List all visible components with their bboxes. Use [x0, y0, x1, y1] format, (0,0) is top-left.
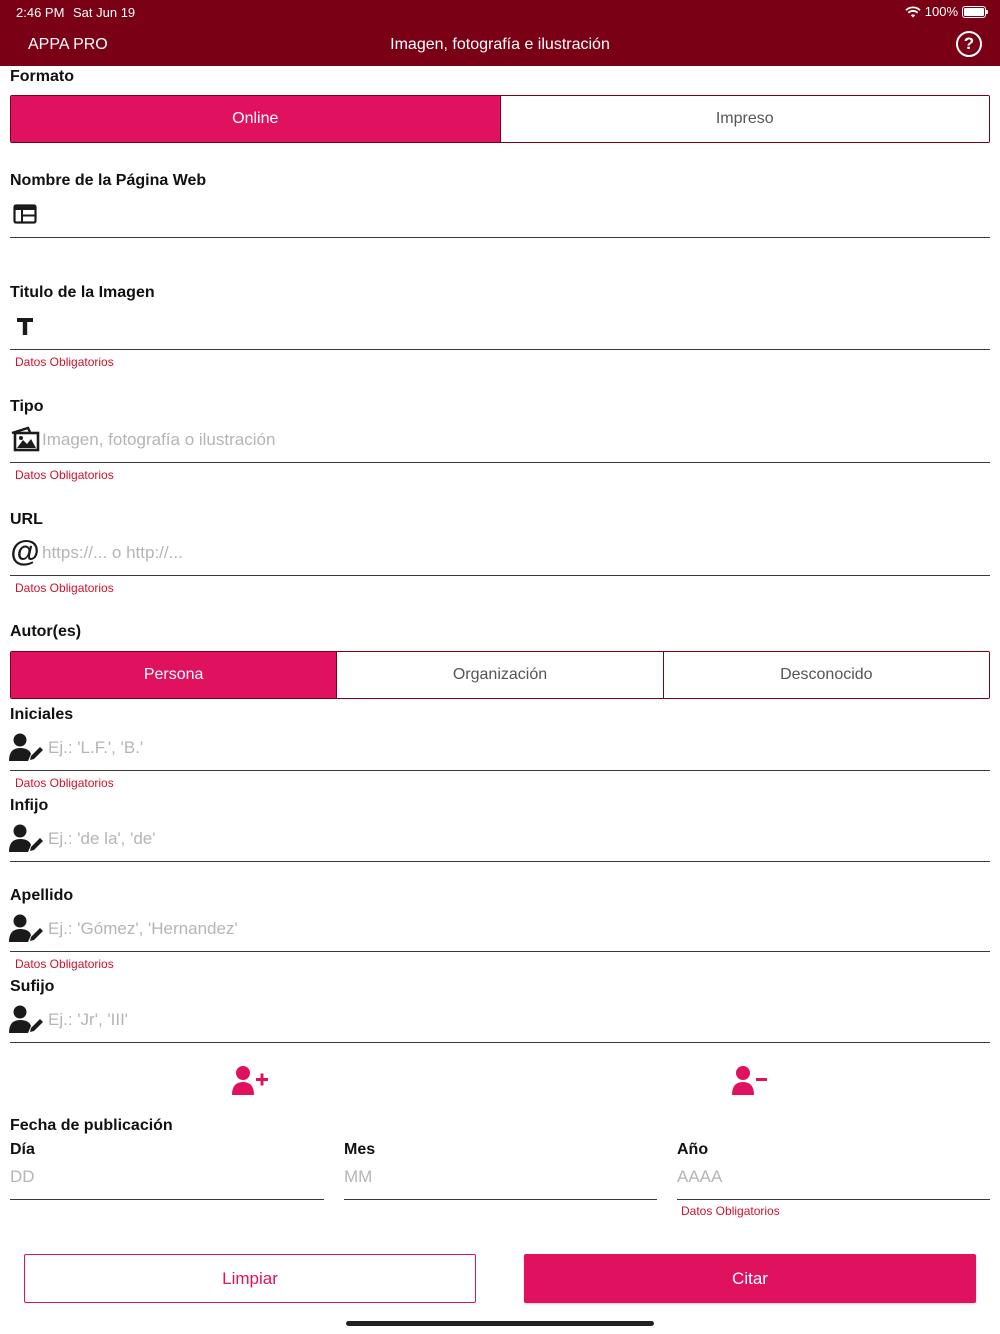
web-name-label: Nombre de la Página Web — [10, 172, 207, 189]
iniciales-label: Iniciales — [10, 706, 74, 723]
sufijo-label: Sufijo — [10, 978, 55, 995]
tipo-input[interactable] — [42, 430, 990, 450]
page-title: Imagen, fotografía e ilustración — [390, 36, 610, 53]
url-input[interactable] — [42, 543, 990, 563]
at-icon: @ — [10, 535, 40, 568]
status-time: 2:46 PM — [16, 5, 65, 20]
user-edit-icon — [8, 732, 46, 762]
remove-author-button[interactable] — [730, 1064, 770, 1098]
anio-label: Año — [677, 1141, 709, 1158]
formato-label: Formato — [10, 68, 74, 85]
status-bar — [0, 0, 1000, 24]
user-edit-icon — [8, 823, 46, 853]
infijo-label: Infijo — [10, 797, 49, 814]
image-title-required: Datos Obligatorios — [15, 355, 114, 369]
sufijo-input[interactable] — [48, 1010, 990, 1030]
status-right — [905, 4, 986, 19]
mes-field — [344, 1160, 657, 1200]
home-indicator[interactable] — [346, 1321, 654, 1326]
app-name: APPA PRO — [28, 36, 108, 53]
segment-persona[interactable]: Persona — [11, 652, 336, 698]
sufijo-field — [10, 999, 990, 1043]
url-label: URL — [10, 511, 43, 528]
image-title-input[interactable] — [42, 317, 990, 337]
apellido-required: Datos Obligatorios — [15, 957, 114, 971]
user-minus-icon — [730, 1064, 770, 1096]
url-field — [10, 533, 990, 576]
url-required: Datos Obligatorios — [15, 581, 114, 595]
mes-label: Mes — [344, 1141, 376, 1158]
tipo-field — [10, 420, 990, 463]
dia-input[interactable] — [10, 1167, 324, 1187]
tipo-required: Datos Obligatorios — [15, 468, 114, 482]
status-date: Sat Jun 19 — [73, 5, 136, 20]
segment-desconocido[interactable]: Desconocido — [663, 652, 989, 698]
iniciales-field — [10, 727, 990, 771]
iniciales-required: Datos Obligatorios — [15, 776, 114, 790]
anio-input[interactable] — [677, 1167, 990, 1187]
formato-segmented-control — [10, 95, 990, 143]
fecha-label: Fecha de publicación — [10, 1117, 173, 1134]
nav-bar — [0, 24, 1000, 66]
segment-impreso[interactable]: Impreso — [500, 96, 990, 142]
help-icon[interactable]: ? — [956, 31, 982, 57]
user-edit-icon — [8, 1004, 46, 1034]
mes-input[interactable] — [344, 1167, 657, 1187]
autores-segmented-control — [10, 651, 990, 699]
segment-organizacion[interactable]: Organización — [336, 652, 662, 698]
web-name-field — [10, 195, 990, 238]
web-name-input[interactable] — [42, 205, 990, 225]
apellido-label: Apellido — [10, 887, 74, 904]
image-icon — [10, 424, 40, 454]
segment-online[interactable]: Online — [11, 96, 500, 142]
user-plus-icon — [230, 1064, 270, 1096]
text-icon — [10, 311, 40, 341]
image-title-field — [10, 307, 990, 350]
infijo-input[interactable] — [48, 829, 990, 849]
iniciales-input[interactable] — [48, 738, 990, 758]
dia-field — [10, 1160, 324, 1200]
user-edit-icon — [8, 913, 46, 943]
clear-button[interactable]: Limpiar — [24, 1254, 476, 1303]
add-author-button[interactable] — [230, 1064, 270, 1098]
battery-icon — [962, 6, 986, 18]
anio-required: Datos Obligatorios — [681, 1204, 780, 1218]
webpage-icon — [10, 199, 40, 229]
apellido-field — [10, 908, 990, 952]
cite-button[interactable]: Citar — [524, 1254, 976, 1303]
image-title-label: Titulo de la Imagen — [10, 284, 155, 301]
infijo-field — [10, 818, 990, 862]
anio-field — [677, 1160, 990, 1200]
dia-label: Día — [10, 1141, 35, 1158]
tipo-label: Tipo — [10, 398, 44, 415]
wifi-icon — [905, 6, 921, 18]
autores-label: Autor(es) — [10, 623, 82, 640]
apellido-input[interactable] — [48, 919, 990, 939]
battery-percent: 100% — [924, 4, 958, 19]
